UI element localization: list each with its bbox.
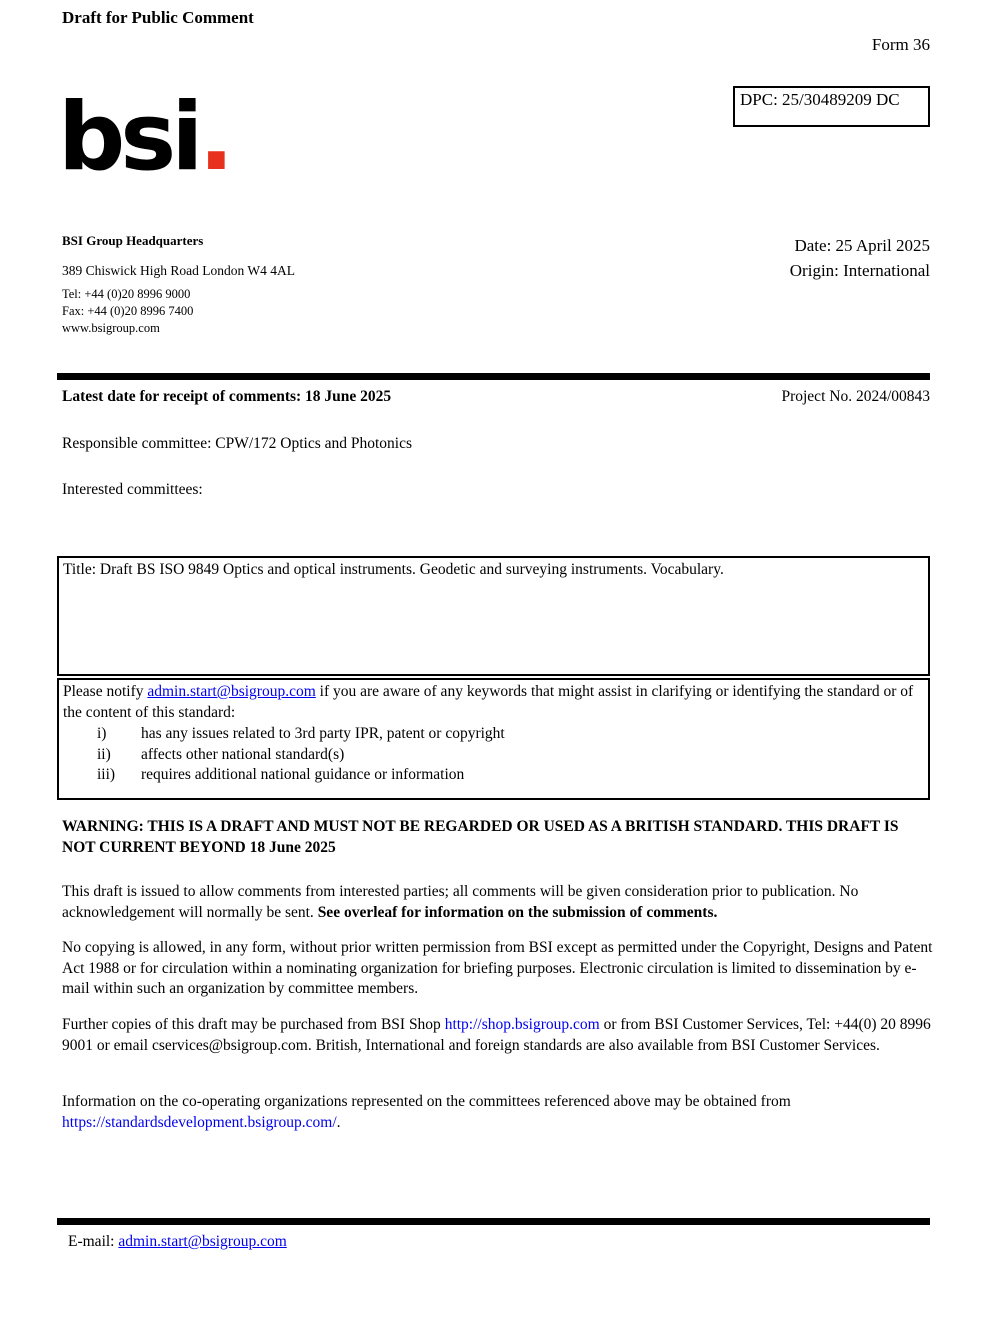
- headquarters-block: [62, 232, 295, 337]
- paragraph-purchase-before: Further copies of this draft may be purchased from BSI Shop: [62, 1016, 445, 1033]
- dpc-reference-box: [733, 86, 930, 127]
- standards-development-link[interactable]: https://standardsdevelopment.bsigroup.com/: [62, 1113, 337, 1131]
- paragraph-organizations-after: .: [336, 1113, 341, 1131]
- keywords-list: [63, 724, 922, 786]
- top-divider-rule: [57, 373, 930, 380]
- list-item-number: i): [97, 725, 107, 742]
- footer-email-link[interactable]: admin.start@bsigroup.com: [118, 1233, 287, 1250]
- keywords-intro: [63, 682, 922, 723]
- paragraph-comments-text: This draft is issued to allow comments from interested parties; all comments will be given consideration prior to publication. No acknowledgement will normally be sent.: [62, 883, 859, 921]
- title-box: [57, 556, 930, 676]
- admin-email-link[interactable]: admin.start@bsigroup.com: [147, 683, 316, 700]
- comments-deadline-row: [57, 388, 930, 406]
- list-item-number: ii): [97, 745, 111, 763]
- paragraph-purchase: [62, 1015, 934, 1056]
- responsible-committee: Responsible committee: CPW/172 Optics and Photonics: [62, 435, 413, 452]
- headquarters-title: BSI Group Headquarters: [62, 233, 204, 248]
- list-item-text: affects other national standard(s): [141, 745, 345, 763]
- standard-title: Title: Draft BS ISO 9849 Optics and optical instruments. Geodetic and surveying instruments. Vocabulary.: [63, 561, 724, 578]
- paragraph-organizations-before: Information on the co-operating organizations represented on the committees referenced above may be obtained from: [62, 1093, 791, 1110]
- headquarters-tel: Tel: +44 (0)20 8996 9000: [62, 287, 191, 301]
- paragraph-organizations: [62, 1092, 934, 1133]
- footer-email-label: E-mail:: [68, 1233, 119, 1250]
- form-number: Form 36: [871, 35, 930, 54]
- paragraph-purchase-after: or from BSI Customer Services, Tel: +44(0) 20 8996 9001 or email cservices@bsigroup.com. British, International and foreign standards are also available from BSI Customer Services.: [62, 1016, 931, 1054]
- date-value: Date: 25 April 2025: [794, 236, 930, 255]
- paragraph-copyright: No copying is allowed, in any form, without prior written permission from BSI except as permitted under the Copyright, Designs and Patent Act 1988 or for circulation within a nominating organization for briefing purposes. Electronic circulation is limited to dissemination by e-mail within such an organization by committee members.: [62, 939, 933, 997]
- list-item-text: requires additional national guidance or information: [141, 766, 465, 783]
- latest-date-label: Latest date for receipt of comments: 18 June 2025: [62, 388, 392, 405]
- date-origin-block: [430, 233, 930, 283]
- list-item-number: iii): [97, 766, 116, 783]
- bsi-shop-link[interactable]: http://shop.bsigroup.com: [444, 1016, 600, 1033]
- list-item: [63, 745, 922, 766]
- bsi-logo: [58, 83, 235, 192]
- footer-email-row: [68, 1233, 287, 1251]
- dpc-reference: DPC: 25/30489209 DC: [740, 90, 900, 109]
- keywords-box: [57, 678, 930, 800]
- keywords-intro-before: Please notify: [63, 683, 148, 700]
- draft-warning: WARNING: THIS IS A DRAFT AND MUST NOT BE REGARDED OR USED AS A BRITISH STANDARD. THIS DRAFT IS NOT CURRENT BEYOND 18 June 2025: [62, 818, 899, 856]
- project-number: Project No. 2024/00843: [781, 388, 930, 405]
- keywords-intro-after: if you are aware of any keywords that might assist in clarifying or identifying the standard or of the content of this standard:: [63, 683, 914, 721]
- headquarters-website: www.bsigroup.com: [62, 321, 160, 335]
- interested-committees: Interested committees:: [62, 481, 203, 498]
- bsi-logo-dot: .: [198, 83, 235, 192]
- page-title: Draft for Public Comment: [62, 8, 254, 27]
- paragraph-comments: [62, 882, 934, 923]
- paragraph-comments-bold: See overleaf for information on the submission of comments.: [317, 903, 718, 921]
- list-item: [63, 765, 922, 786]
- bsi-logo-text: bsi: [58, 83, 199, 192]
- list-item: [63, 724, 922, 745]
- bottom-divider-rule: [57, 1218, 930, 1225]
- headquarters-address: 389 Chiswick High Road London W4 4AL: [62, 263, 295, 278]
- list-item-text: has any issues related to 3rd party IPR, patent or copyright: [141, 725, 505, 742]
- headquarters-fax: Fax: +44 (0)20 8996 7400: [62, 304, 194, 318]
- origin-value: Origin: International: [789, 261, 930, 280]
